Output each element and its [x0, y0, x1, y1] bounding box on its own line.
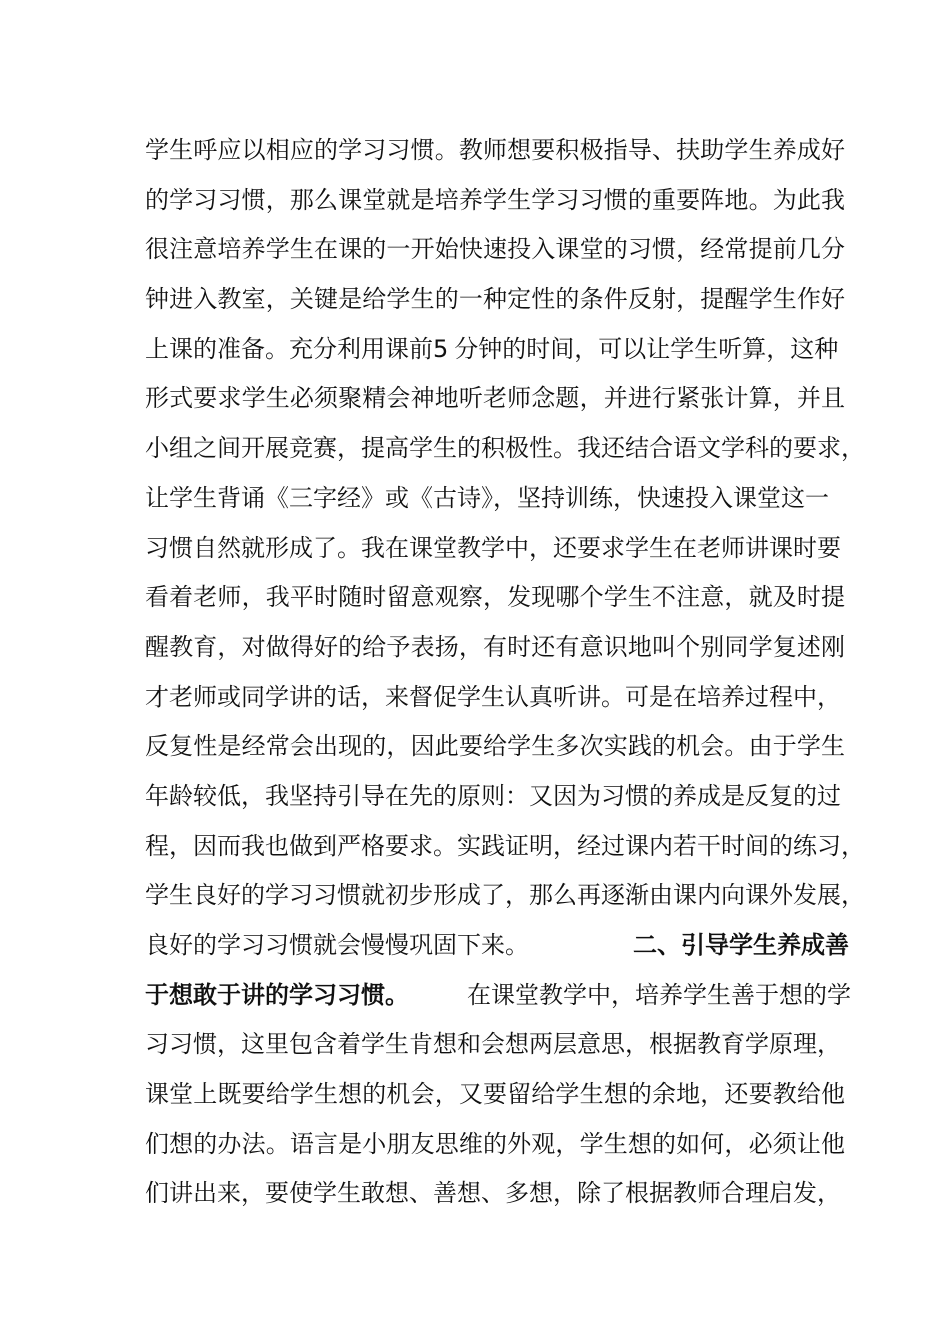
text-line: 让学生背诵《三字经》或《古诗》，坚持训练，快速投入课堂这一: [145, 483, 829, 512]
text-line: 小组之间开展竞赛，提高学生的积极性。我还结合语文学科的要求，: [145, 434, 865, 463]
number-five: 5: [433, 334, 449, 363]
text-line: 很注意培养学生在课的一开始快速投入课堂的习惯，经常提前几分: [145, 235, 845, 264]
book-title-sanzijing: 三字经: [289, 483, 361, 512]
term-pedagogy: 教育学原理: [697, 1030, 817, 1059]
text-line: 形式要求学生必须聚精会神地听老师念题，并进行紧张计算，并且: [145, 384, 845, 413]
text-line: 学生呼应以相应的学习习惯。教师想要积极指导、扶助学生养成好: [145, 136, 845, 164]
text-line: 的学习习惯，那么课堂就是培养学生学习习惯的重要阵地。为此我: [145, 185, 845, 214]
text-line: 反复性是经常会出现的，因此要给学生多次实践的机会。由于学生: [145, 732, 845, 761]
text-line: 于想敢于讲的学习习惯。 在课堂教学中，培养学生善于想的学: [145, 980, 851, 1009]
body-text: [145, 126, 865, 1219]
text-line: 钟进入教室，关键是给学生的一种定性的条件反射，提醒学生作好: [145, 285, 845, 314]
text-line: 习习惯，这里包含着学生肯想和会想两层意思，根据教育学原理，: [145, 1030, 841, 1059]
text-line: 学生良好的学习习惯就初步形成了，那么再逐渐由课内向课外发展，: [145, 881, 865, 910]
section-heading-part2: 于想敢于讲的学习习惯。: [145, 980, 409, 1009]
text-line: 上课的准备。充分利用课前5 分钟的时间，可以让学生听算，这种: [145, 334, 839, 363]
text-line: 看着老师，我平时随时留意观察，发现哪个学生不注意，就及时提: [145, 583, 845, 612]
text-line: 良好的学习习惯就会慢慢巩固下来。 二、引导学生养成善: [145, 931, 849, 959]
text-line: 习惯自然就形成了。我在课堂教学中，还要求学生在老师讲课时要: [145, 533, 841, 562]
text-line: 年龄较低，我坚持引导在先的原则：又因为习惯的养成是反复的过: [145, 781, 841, 810]
text-line: 程，因而我也做到严格要求。实践证明，经过课内若干时间的练习，: [145, 831, 865, 860]
text-line: 课堂上既要给学生想的机会，又要留给学生想的余地，还要教给他: [145, 1080, 845, 1109]
book-title-gushi: 古诗: [433, 483, 481, 512]
text-line: 们想的办法。语言是小朋友思维的外观，学生想的如何，必须让他: [145, 1129, 845, 1158]
text-line: 们讲出来，要使学生敢想、善想、多想，除了根据教师合理启发，: [145, 1179, 841, 1208]
text-line: 才老师或同学讲的话，来督促学生认真听讲。可是在培养过程中，: [145, 682, 841, 711]
section-heading-part1: 二、引导学生养成善: [633, 931, 849, 959]
text-line: 醒教育，对做得好的给予表扬，有时还有意识地叫个别同学复述刚: [145, 632, 845, 661]
